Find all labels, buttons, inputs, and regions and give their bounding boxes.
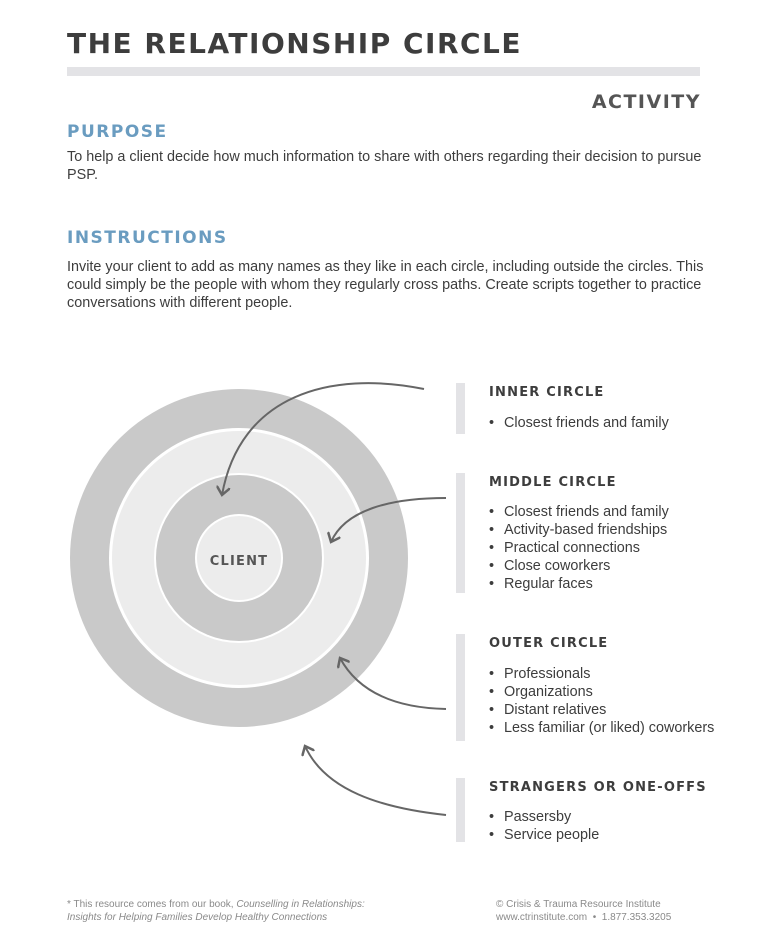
book-title-line1: Counselling in Relationships: bbox=[236, 899, 365, 910]
group-bar bbox=[456, 383, 465, 434]
instructions-text: Invite your client to add as many names as they like in each circle, including outside the circles. This could simply be the people with whom they regularly cross paths. Create scripts together to practice conversations with different people. bbox=[67, 259, 704, 311]
list-item: • Professionals bbox=[489, 665, 714, 683]
book-title-line2: Insights for Helping Families Develop Healthy Connections bbox=[67, 912, 328, 923]
separator-dot: • bbox=[592, 912, 597, 923]
list-item: • Closest friends and family bbox=[489, 503, 669, 521]
instructions-heading: INSTRUCTIONS bbox=[67, 228, 228, 248]
group-list bbox=[489, 665, 714, 737]
purpose-heading: PURPOSE bbox=[67, 122, 168, 142]
page-title: THE RELATIONSHIP CIRCLE bbox=[67, 27, 523, 60]
group-list bbox=[489, 414, 669, 432]
group-bar bbox=[456, 634, 465, 741]
website-link[interactable]: www.ctrinstitute.com bbox=[496, 912, 588, 923]
citation-prefix: * This resource comes from our book, bbox=[67, 899, 237, 910]
client-label: CLIENT bbox=[209, 554, 269, 569]
list-item: • Practical connections bbox=[489, 539, 669, 557]
list-item: • Less familiar (or liked) coworkers bbox=[489, 719, 714, 737]
activity-label: ACTIVITY bbox=[591, 91, 701, 113]
group-title: MIDDLE CIRCLE bbox=[489, 475, 617, 490]
list-item: • Organizations bbox=[489, 683, 714, 701]
group-list bbox=[489, 503, 669, 593]
group-title: INNER CIRCLE bbox=[489, 385, 605, 400]
title-divider bbox=[67, 67, 700, 76]
group-list bbox=[489, 808, 599, 844]
list-item: • Closest friends and family bbox=[489, 414, 669, 432]
list-item: • Regular faces bbox=[489, 575, 669, 593]
group-title: STRANGERS OR ONE-OFFS bbox=[489, 780, 707, 795]
group-bar bbox=[456, 473, 465, 593]
list-item: • Service people bbox=[489, 826, 599, 844]
group-title: OUTER CIRCLE bbox=[489, 636, 609, 651]
list-item: • Activity-based friendships bbox=[489, 521, 669, 539]
phone-number: 1.877.353.3205 bbox=[601, 912, 672, 923]
list-item: • Close coworkers bbox=[489, 557, 669, 575]
strangers-arrow bbox=[305, 746, 446, 815]
footer-citation bbox=[67, 898, 427, 924]
list-item: • Distant relatives bbox=[489, 701, 714, 719]
group-bar bbox=[456, 778, 465, 842]
footer-contact bbox=[496, 898, 671, 924]
org-name: © Crisis & Trauma Resource Institute bbox=[496, 899, 661, 910]
list-item: • Passersby bbox=[489, 808, 599, 826]
purpose-text: To help a client decide how much information to share with others regarding their decision to pursue PSP. bbox=[67, 149, 702, 183]
